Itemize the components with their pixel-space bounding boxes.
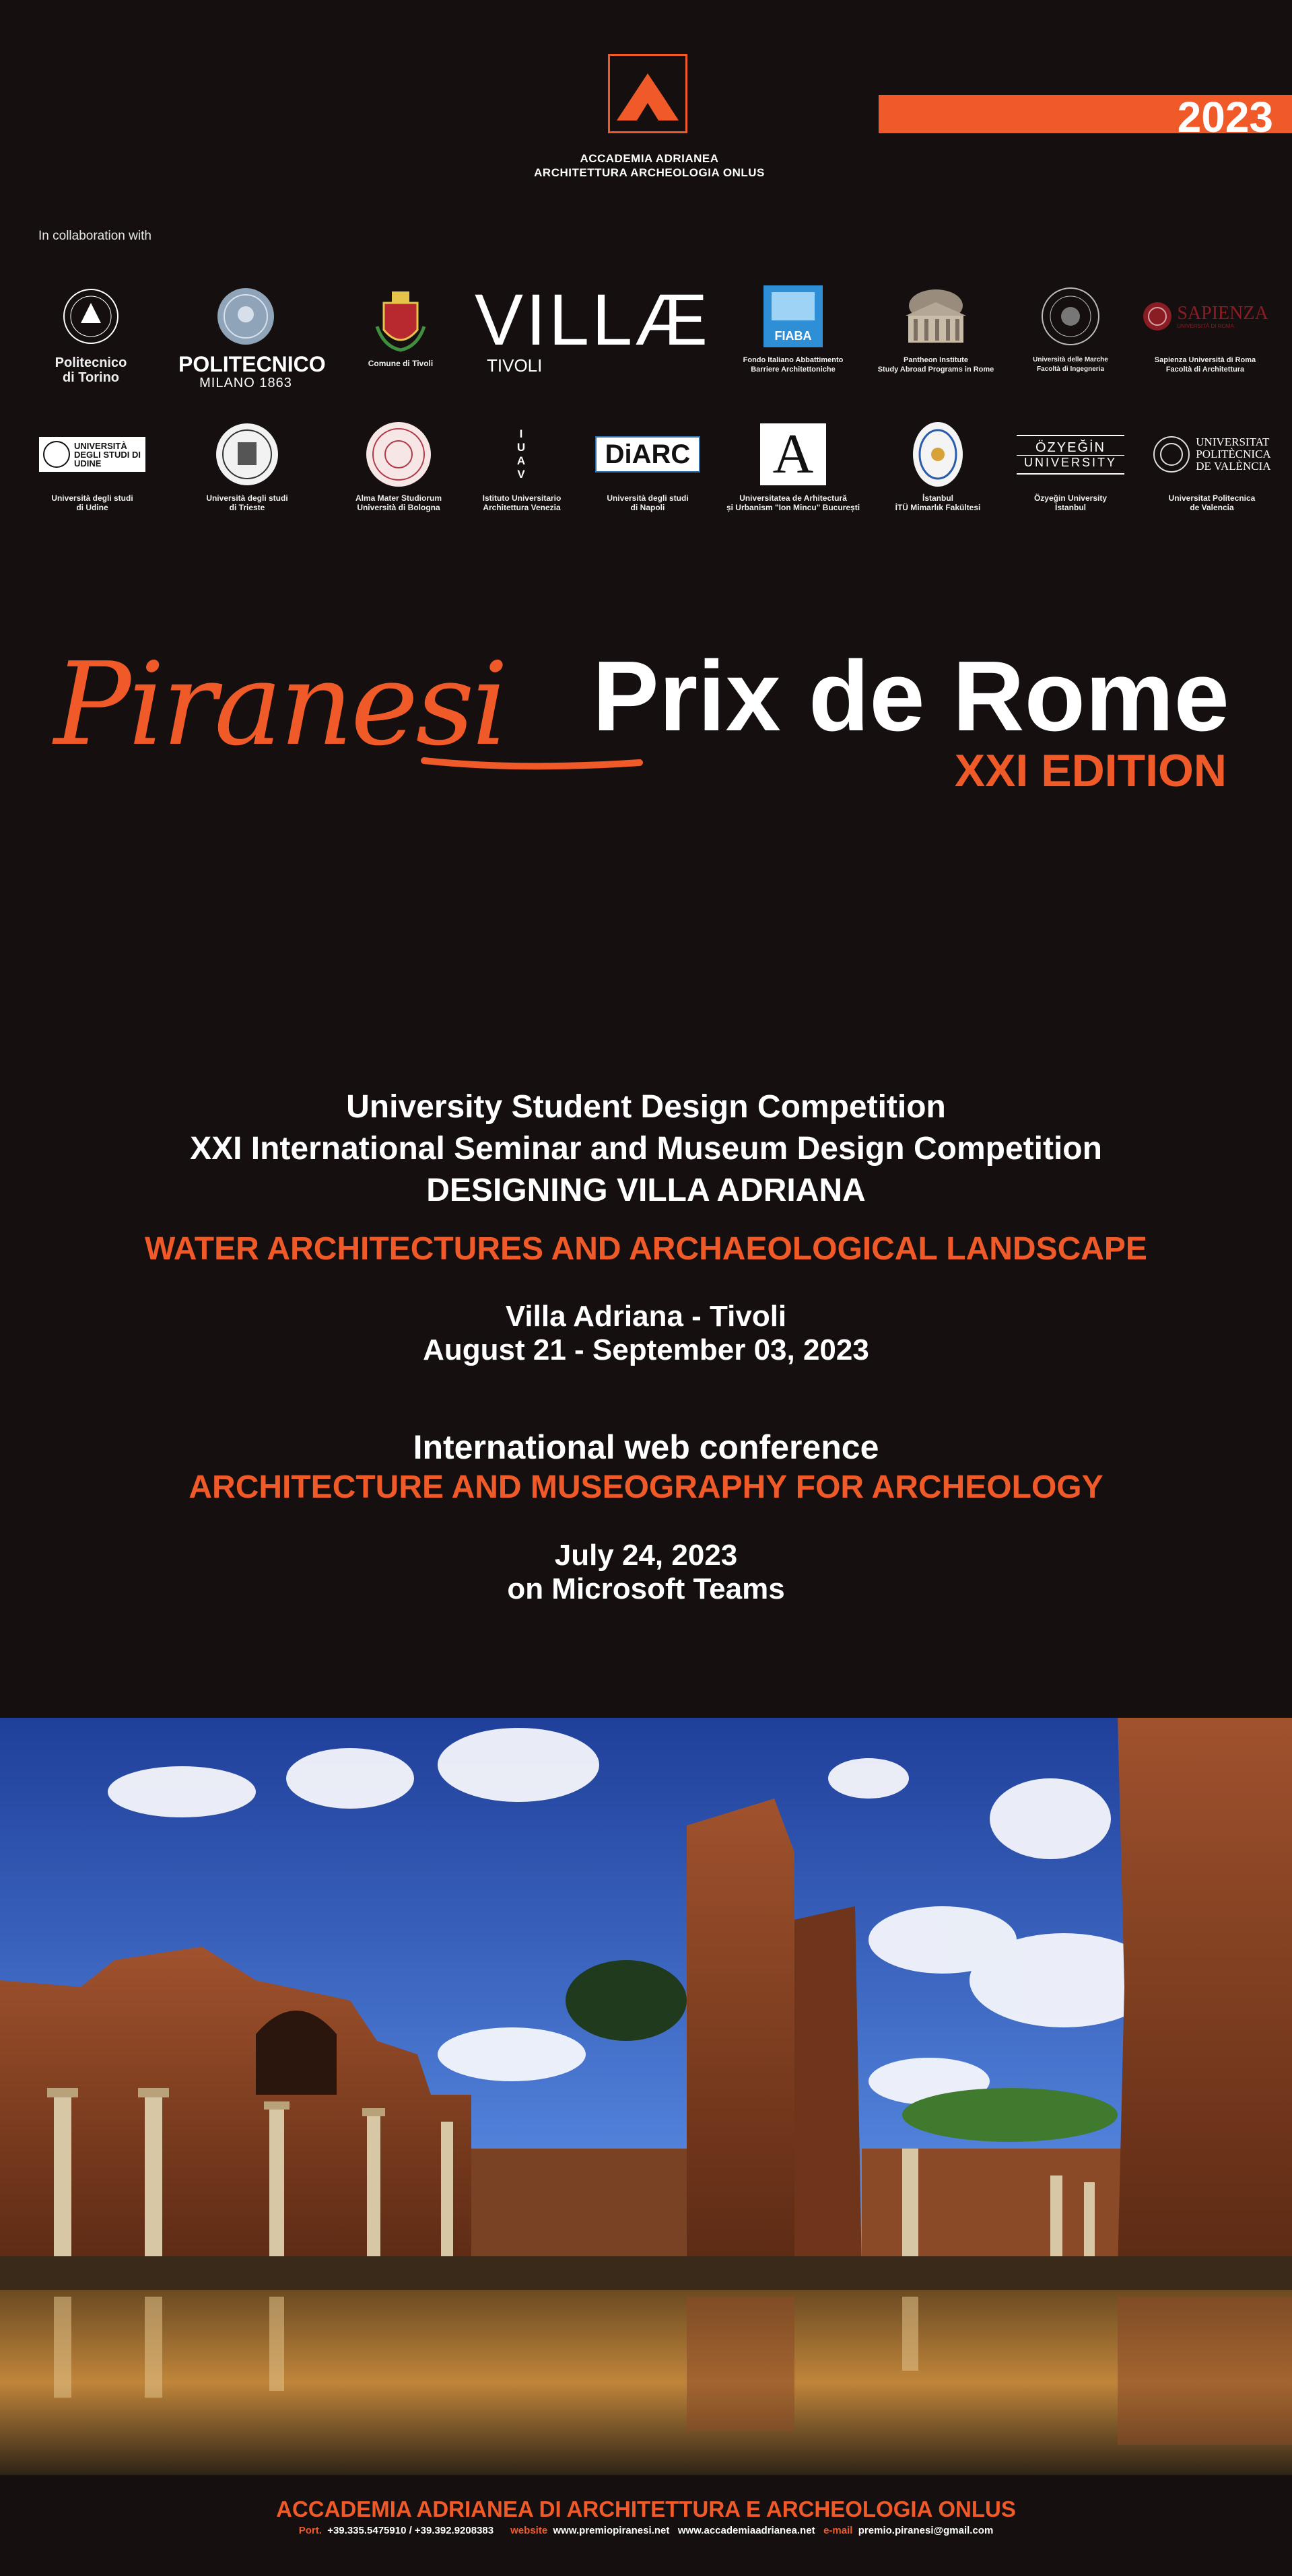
partner-itu [871, 421, 1005, 512]
itu-seal-icon [912, 421, 964, 488]
piranesi-script-logo [47, 643, 653, 777]
partner-univpm [1003, 283, 1138, 374]
partner-pantheon-caption: Pantheon Institute Study Abroad Programs in Rome [877, 356, 994, 374]
partner-polito [24, 283, 158, 385]
footer-website-label: website [510, 2525, 548, 2536]
year-text: 2023 [1177, 93, 1273, 141]
footer-contacts [0, 2524, 1292, 2538]
partner-tivoli-caption: Comune di Tivoli [368, 359, 434, 368]
units-seal-icon [215, 422, 279, 487]
competition-place: Villa Adriana - Tivoli [505, 1300, 787, 1333]
pantheon-icon [899, 285, 973, 347]
partner-tivoli [333, 286, 468, 368]
edition-label: XXI EDITION [954, 745, 1227, 796]
footer-port-label: Port. [298, 2525, 322, 2536]
sapienza-wordmark-sub: UNIVERSITÀ DI ROMA [1177, 322, 1234, 329]
unibo-seal-icon [365, 421, 432, 488]
upv-wordmark-line3: DE VALÈNCIA [1196, 460, 1271, 473]
uauim-logo: A [760, 423, 826, 485]
academy-logo [608, 54, 687, 133]
partner-sapienza-caption: Sapienza Università di Roma Facoltà di Architettura [1154, 356, 1256, 374]
partner-polimi-name: POLITECNICO [178, 352, 326, 376]
competition-line3: DESIGNING VILLA ADRIANA [426, 1173, 866, 1208]
year-banner [879, 93, 1292, 141]
footer-email[interactable]: premio.piranesi@gmail.com [858, 2525, 994, 2536]
conference-title: International web conference [413, 1428, 879, 1466]
competition-theme: WATER ARCHITECTURES AND ARCHAEOLOGICAL LANDSCAPE [145, 1231, 1147, 1267]
partner-diarc-caption: Università degli studi di Napoli [607, 493, 689, 512]
villa-adriana-photo [0, 1718, 1292, 2475]
upv-seal-icon [1153, 436, 1190, 473]
partner-unibo [331, 421, 466, 512]
partner-ozyegin [1003, 421, 1138, 512]
partner-units-caption: Università degli studi di Trieste [206, 493, 288, 512]
collaboration-label: In collaboration with [38, 229, 151, 243]
academy-name [471, 151, 827, 180]
partner-univpm-caption: Università delle Marche Facoltà di Ingegneria [1033, 356, 1108, 373]
partner-polimi [178, 283, 326, 391]
diarc-logo: DiARC [595, 436, 700, 473]
villae-logo: VILLÆ [475, 279, 711, 360]
footer-website-2[interactable]: www.accademiaadrianea.net [677, 2525, 815, 2536]
partner-ozyegin-caption: Özyeğin University İstanbul [1033, 493, 1108, 512]
partner-iuav-caption: Istituto Universitario Architettura Venezia [482, 493, 562, 512]
prix-de-rome-title: Prix de Rome [592, 641, 1229, 752]
partner-pantheon [869, 283, 1003, 374]
partner-fiaba-caption: Fondo Italiano Abbattimento Barriere Architettoniche [743, 356, 844, 374]
partner-uauim-caption: Universitatea de Arhitectură și Urbanism "Ion Mincu" București [726, 493, 860, 512]
upv-wordmark-line1: UNIVERSITAT [1196, 436, 1270, 448]
partner-polito-caption: Politecnico di Torino [55, 355, 127, 385]
academy-name-line1: ACCADEMIA ADRIANEA [580, 152, 719, 165]
partner-diarc [580, 421, 715, 512]
partner-villae [475, 279, 711, 376]
sapienza-wordmark: SAPIENZA [1177, 302, 1268, 324]
polimi-seal-icon [215, 286, 276, 347]
partner-iuav [454, 421, 589, 512]
conference-platform: on Microsoft Teams [507, 1572, 785, 1605]
partner-itu-caption: İstanbul İTÜ Mimarlık Fakültesi [895, 493, 981, 512]
footer-website-1[interactable]: www.premiopiranesi.net [553, 2525, 670, 2536]
fiaba-logo: FIABA [763, 285, 823, 347]
partner-uniud [25, 421, 160, 512]
partner-fiaba [726, 283, 860, 374]
competition-line1: University Student Design Competition [346, 1089, 946, 1125]
partner-upv-caption: Universitat Politecnica de Valencia [1168, 493, 1256, 512]
footer-org-name: ACCADEMIA ADRIANEA DI ARCHITETTURA E ARCHEOLOGIA ONLUS [276, 2497, 1016, 2521]
svg-text:Piranesi: Piranesi [54, 643, 506, 771]
tivoli-crest-icon [370, 286, 431, 353]
footer-phone: +39.335.5475910 / +39.392.9208383 [327, 2525, 494, 2536]
competition-dates: August 21 - September 03, 2023 [423, 1333, 869, 1366]
partner-upv [1145, 421, 1279, 512]
partner-sapienza [1138, 283, 1272, 374]
ozyegin-logo: ÖZYEĞİN UNIVERSITY [1017, 435, 1124, 475]
conference-date: July 24, 2023 [554, 1539, 738, 1572]
partner-uniud-caption: Università degli studi di Udine [51, 493, 133, 512]
partner-polimi-sub: MILANO 1863 [199, 376, 292, 390]
uniud-logo: UNIVERSITÀ DEGLI STUDI DI UDINE [39, 437, 145, 472]
footer-email-label: e-mail [823, 2525, 853, 2536]
conference-subtitle: ARCHITECTURE AND MUSEOGRAPHY FOR ARCHEOLOGY [189, 1469, 1103, 1505]
univpm-seal-icon [1040, 285, 1101, 347]
partner-units [180, 421, 314, 512]
upv-wordmark-line2: POLITÈCNICA [1196, 448, 1271, 460]
academy-name-line2: ARCHITETTURA ARCHEOLOGIA ONLUS [534, 166, 765, 179]
partner-uauim [726, 421, 860, 512]
sapienza-seal-icon [1142, 301, 1173, 332]
partner-unibo-caption: Alma Mater Studiorum Università di Bologna [355, 493, 442, 512]
academy-triangle-icon [610, 56, 685, 131]
competition-line2: XXI International Seminar and Museum Design Competition [190, 1131, 1102, 1167]
polito-seal-icon [61, 286, 121, 347]
iuav-logo: I U A V [516, 427, 527, 481]
villae-sub: TIVOLI [487, 355, 543, 376]
